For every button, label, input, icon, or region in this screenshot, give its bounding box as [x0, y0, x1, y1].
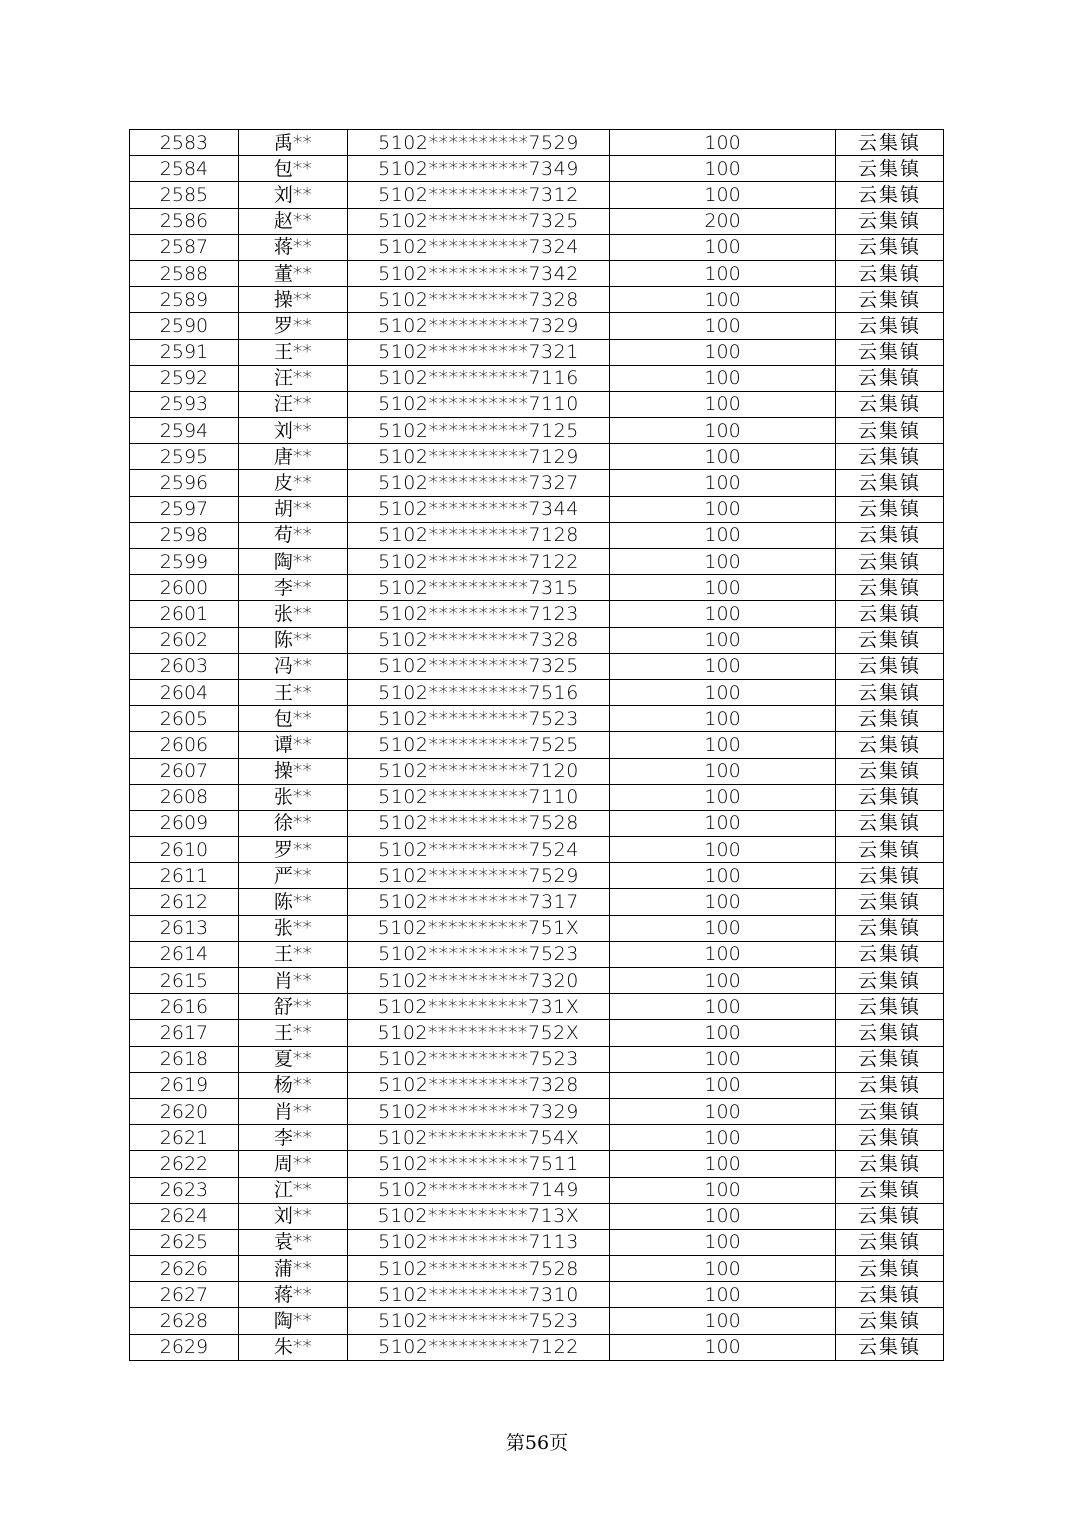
- name-cell: 操**: [238, 287, 347, 313]
- serial-cell: 2583: [130, 130, 239, 156]
- amount-cell: 100: [610, 627, 836, 653]
- name-cell: 陶**: [238, 549, 347, 575]
- name-cell: 刘**: [238, 182, 347, 208]
- table-row: [130, 706, 944, 732]
- name-cell: 陈**: [238, 627, 347, 653]
- id-number-cell: 5102**********713X: [347, 1203, 609, 1229]
- serial-cell: 2599: [130, 549, 239, 575]
- amount-cell: 100: [610, 418, 836, 444]
- serial-cell: 2601: [130, 601, 239, 627]
- table-row: [130, 522, 944, 548]
- amount-cell: 200: [610, 208, 836, 234]
- name-cell: 皮**: [238, 470, 347, 496]
- table-row: [130, 365, 944, 391]
- amount-cell: 100: [610, 365, 836, 391]
- serial-cell: 2609: [130, 810, 239, 836]
- town-cell: 云集镇: [836, 496, 944, 522]
- town-cell: 云集镇: [836, 1229, 944, 1255]
- amount-cell: 100: [610, 1256, 836, 1282]
- town-cell: 云集镇: [836, 1098, 944, 1124]
- amount-cell: 100: [610, 706, 836, 732]
- amount-cell: 100: [610, 1308, 836, 1334]
- id-number-cell: 5102**********7129: [347, 444, 609, 470]
- table-row: [130, 182, 944, 208]
- town-cell: 云集镇: [836, 444, 944, 470]
- town-cell: 云集镇: [836, 470, 944, 496]
- amount-cell: 100: [610, 1125, 836, 1151]
- serial-cell: 2613: [130, 915, 239, 941]
- name-cell: 杨**: [238, 1072, 347, 1098]
- amount-cell: 100: [610, 1098, 836, 1124]
- amount-cell: 100: [610, 1151, 836, 1177]
- serial-cell: 2620: [130, 1098, 239, 1124]
- name-cell: 朱**: [238, 1334, 347, 1360]
- id-number-cell: 5102**********7516: [347, 679, 609, 705]
- amount-cell: 100: [610, 1177, 836, 1203]
- table-row: [130, 1151, 944, 1177]
- name-cell: 汪**: [238, 365, 347, 391]
- table-row: [130, 1308, 944, 1334]
- serial-cell: 2596: [130, 470, 239, 496]
- serial-cell: 2605: [130, 706, 239, 732]
- serial-cell: 2627: [130, 1282, 239, 1308]
- id-number-cell: 5102**********7325: [347, 653, 609, 679]
- name-cell: 肖**: [238, 1098, 347, 1124]
- town-cell: 云集镇: [836, 941, 944, 967]
- town-cell: 云集镇: [836, 784, 944, 810]
- serial-cell: 2625: [130, 1229, 239, 1255]
- amount-cell: 100: [610, 313, 836, 339]
- serial-cell: 2610: [130, 837, 239, 863]
- id-number-cell: 5102**********7344: [347, 496, 609, 522]
- table-row: [130, 1072, 944, 1098]
- amount-cell: 100: [610, 444, 836, 470]
- serial-cell: 2584: [130, 156, 239, 182]
- table-row: [130, 156, 944, 182]
- serial-cell: 2586: [130, 208, 239, 234]
- name-cell: 蒋**: [238, 234, 347, 260]
- id-number-cell: 5102**********7312: [347, 182, 609, 208]
- id-number-cell: 5102**********7524: [347, 837, 609, 863]
- name-cell: 张**: [238, 784, 347, 810]
- name-cell: 包**: [238, 706, 347, 732]
- serial-cell: 2617: [130, 1020, 239, 1046]
- amount-cell: 100: [610, 1203, 836, 1229]
- town-cell: 云集镇: [836, 1203, 944, 1229]
- amount-cell: 100: [610, 679, 836, 705]
- id-number-cell: 5102**********7122: [347, 549, 609, 575]
- table-row: [130, 810, 944, 836]
- id-number-cell: 5102**********7310: [347, 1282, 609, 1308]
- record-table-body: [130, 130, 944, 1361]
- name-cell: 禹**: [238, 130, 347, 156]
- amount-cell: 100: [610, 156, 836, 182]
- name-cell: 陶**: [238, 1308, 347, 1334]
- name-cell: 操**: [238, 758, 347, 784]
- town-cell: 云集镇: [836, 313, 944, 339]
- amount-cell: 100: [610, 575, 836, 601]
- name-cell: 包**: [238, 156, 347, 182]
- id-number-cell: 5102**********7328: [347, 1072, 609, 1098]
- id-number-cell: 5102**********7528: [347, 810, 609, 836]
- name-cell: 袁**: [238, 1229, 347, 1255]
- id-number-cell: 5102**********7116: [347, 365, 609, 391]
- amount-cell: 100: [610, 1334, 836, 1360]
- town-cell: 云集镇: [836, 732, 944, 758]
- id-number-cell: 5102**********7529: [347, 130, 609, 156]
- town-cell: 云集镇: [836, 1020, 944, 1046]
- serial-cell: 2592: [130, 365, 239, 391]
- id-number-cell: 5102**********7320: [347, 968, 609, 994]
- table-row: [130, 889, 944, 915]
- serial-cell: 2603: [130, 653, 239, 679]
- table-row: [130, 313, 944, 339]
- table-row: [130, 863, 944, 889]
- table-row: [130, 470, 944, 496]
- town-cell: 云集镇: [836, 653, 944, 679]
- amount-cell: 100: [610, 130, 836, 156]
- name-cell: 苟**: [238, 522, 347, 548]
- table-row: [130, 130, 944, 156]
- table-row: [130, 968, 944, 994]
- table-row: [130, 1177, 944, 1203]
- name-cell: 罗**: [238, 837, 347, 863]
- town-cell: 云集镇: [836, 418, 944, 444]
- name-cell: 刘**: [238, 1203, 347, 1229]
- serial-cell: 2623: [130, 1177, 239, 1203]
- amount-cell: 100: [610, 994, 836, 1020]
- town-cell: 云集镇: [836, 575, 944, 601]
- town-cell: 云集镇: [836, 522, 944, 548]
- table-row: [130, 1256, 944, 1282]
- town-cell: 云集镇: [836, 1308, 944, 1334]
- name-cell: 王**: [238, 941, 347, 967]
- id-number-cell: 5102**********7149: [347, 1177, 609, 1203]
- id-number-cell: 5102**********7528: [347, 1256, 609, 1282]
- serial-cell: 2604: [130, 679, 239, 705]
- serial-cell: 2614: [130, 941, 239, 967]
- town-cell: 云集镇: [836, 391, 944, 417]
- table-row: [130, 732, 944, 758]
- id-number-cell: 5102**********7110: [347, 784, 609, 810]
- table-row: [130, 994, 944, 1020]
- town-cell: 云集镇: [836, 915, 944, 941]
- serial-cell: 2622: [130, 1151, 239, 1177]
- town-cell: 云集镇: [836, 810, 944, 836]
- amount-cell: 100: [610, 182, 836, 208]
- table-row: [130, 208, 944, 234]
- table-row: [130, 1334, 944, 1360]
- table-row: [130, 915, 944, 941]
- amount-cell: 100: [610, 732, 836, 758]
- table-row: [130, 234, 944, 260]
- name-cell: 李**: [238, 575, 347, 601]
- serial-cell: 2600: [130, 575, 239, 601]
- table-row: [130, 784, 944, 810]
- serial-cell: 2598: [130, 522, 239, 548]
- id-number-cell: 5102**********7329: [347, 313, 609, 339]
- id-number-cell: 5102**********7349: [347, 156, 609, 182]
- page-number: 第56页: [505, 1432, 569, 1454]
- town-cell: 云集镇: [836, 130, 944, 156]
- name-cell: 冯**: [238, 653, 347, 679]
- town-cell: 云集镇: [836, 208, 944, 234]
- amount-cell: 100: [610, 784, 836, 810]
- serial-cell: 2626: [130, 1256, 239, 1282]
- id-number-cell: 5102**********7523: [347, 706, 609, 732]
- id-number-cell: 5102**********7125: [347, 418, 609, 444]
- name-cell: 肖**: [238, 968, 347, 994]
- table-row: [130, 1282, 944, 1308]
- id-number-cell: 5102**********7328: [347, 287, 609, 313]
- serial-cell: 2602: [130, 627, 239, 653]
- id-number-cell: 5102**********7325: [347, 208, 609, 234]
- name-cell: 江**: [238, 1177, 347, 1203]
- serial-cell: 2629: [130, 1334, 239, 1360]
- name-cell: 蒲**: [238, 1256, 347, 1282]
- serial-cell: 2588: [130, 260, 239, 286]
- table-row: [130, 601, 944, 627]
- table-row: [130, 444, 944, 470]
- name-cell: 唐**: [238, 444, 347, 470]
- table-row: [130, 339, 944, 365]
- serial-cell: 2594: [130, 418, 239, 444]
- id-number-cell: 5102**********7525: [347, 732, 609, 758]
- table-row: [130, 653, 944, 679]
- town-cell: 云集镇: [836, 1046, 944, 1072]
- amount-cell: 100: [610, 470, 836, 496]
- table-row: [130, 287, 944, 313]
- amount-cell: 100: [610, 496, 836, 522]
- id-number-cell: 5102**********7128: [347, 522, 609, 548]
- town-cell: 云集镇: [836, 758, 944, 784]
- town-cell: 云集镇: [836, 706, 944, 732]
- id-number-cell: 5102**********7123: [347, 601, 609, 627]
- town-cell: 云集镇: [836, 994, 944, 1020]
- table-row: [130, 549, 944, 575]
- table-row: [130, 941, 944, 967]
- name-cell: 严**: [238, 863, 347, 889]
- id-number-cell: 5102**********7523: [347, 941, 609, 967]
- id-number-cell: 5102**********7523: [347, 1046, 609, 1072]
- serial-cell: 2618: [130, 1046, 239, 1072]
- town-cell: 云集镇: [836, 863, 944, 889]
- amount-cell: 100: [610, 863, 836, 889]
- town-cell: 云集镇: [836, 339, 944, 365]
- amount-cell: 100: [610, 968, 836, 994]
- town-cell: 云集镇: [836, 182, 944, 208]
- amount-cell: 100: [610, 837, 836, 863]
- table-row: [130, 1098, 944, 1124]
- amount-cell: 100: [610, 522, 836, 548]
- id-number-cell: 5102**********7321: [347, 339, 609, 365]
- id-number-cell: 5102**********7327: [347, 470, 609, 496]
- name-cell: 王**: [238, 679, 347, 705]
- amount-cell: 100: [610, 287, 836, 313]
- town-cell: 云集镇: [836, 1072, 944, 1098]
- table-row: [130, 1125, 944, 1151]
- table-row: [130, 627, 944, 653]
- serial-cell: 2612: [130, 889, 239, 915]
- name-cell: 陈**: [238, 889, 347, 915]
- serial-cell: 2595: [130, 444, 239, 470]
- table-row: [130, 1046, 944, 1072]
- record-table: [129, 129, 944, 1361]
- town-cell: 云集镇: [836, 1151, 944, 1177]
- serial-cell: 2606: [130, 732, 239, 758]
- serial-cell: 2615: [130, 968, 239, 994]
- town-cell: 云集镇: [836, 287, 944, 313]
- name-cell: 董**: [238, 260, 347, 286]
- serial-cell: 2624: [130, 1203, 239, 1229]
- amount-cell: 100: [610, 1282, 836, 1308]
- id-number-cell: 5102**********7120: [347, 758, 609, 784]
- serial-cell: 2616: [130, 994, 239, 1020]
- town-cell: 云集镇: [836, 1282, 944, 1308]
- amount-cell: 100: [610, 1072, 836, 1098]
- serial-cell: 2590: [130, 313, 239, 339]
- id-number-cell: 5102**********7122: [347, 1334, 609, 1360]
- id-number-cell: 5102**********7328: [347, 627, 609, 653]
- table-row: [130, 418, 944, 444]
- amount-cell: 100: [610, 810, 836, 836]
- id-number-cell: 5102**********7324: [347, 234, 609, 260]
- serial-cell: 2611: [130, 863, 239, 889]
- amount-cell: 100: [610, 391, 836, 417]
- amount-cell: 100: [610, 234, 836, 260]
- amount-cell: 100: [610, 1020, 836, 1046]
- amount-cell: 100: [610, 941, 836, 967]
- amount-cell: 100: [610, 915, 836, 941]
- id-number-cell: 5102**********7329: [347, 1098, 609, 1124]
- town-cell: 云集镇: [836, 156, 944, 182]
- table-row: [130, 260, 944, 286]
- serial-cell: 2585: [130, 182, 239, 208]
- id-number-cell: 5102**********731X: [347, 994, 609, 1020]
- id-number-cell: 5102**********7317: [347, 889, 609, 915]
- town-cell: 云集镇: [836, 1256, 944, 1282]
- id-number-cell: 5102**********7110: [347, 391, 609, 417]
- town-cell: 云集镇: [836, 549, 944, 575]
- table-row: [130, 679, 944, 705]
- town-cell: 云集镇: [836, 968, 944, 994]
- id-number-cell: 5102**********7511: [347, 1151, 609, 1177]
- name-cell: 李**: [238, 1125, 347, 1151]
- name-cell: 周**: [238, 1151, 347, 1177]
- amount-cell: 100: [610, 889, 836, 915]
- name-cell: 舒**: [238, 994, 347, 1020]
- serial-cell: 2619: [130, 1072, 239, 1098]
- town-cell: 云集镇: [836, 1177, 944, 1203]
- name-cell: 刘**: [238, 418, 347, 444]
- id-number-cell: 5102**********7523: [347, 1308, 609, 1334]
- table-row: [130, 837, 944, 863]
- name-cell: 蒋**: [238, 1282, 347, 1308]
- serial-cell: 2591: [130, 339, 239, 365]
- id-number-cell: 5102**********7113: [347, 1229, 609, 1255]
- id-number-cell: 5102**********7315: [347, 575, 609, 601]
- id-number-cell: 5102**********751X: [347, 915, 609, 941]
- name-cell: 汪**: [238, 391, 347, 417]
- amount-cell: 100: [610, 549, 836, 575]
- id-number-cell: 5102**********754X: [347, 1125, 609, 1151]
- amount-cell: 100: [610, 260, 836, 286]
- town-cell: 云集镇: [836, 889, 944, 915]
- table-row: [130, 391, 944, 417]
- serial-cell: 2587: [130, 234, 239, 260]
- table-row: [130, 1020, 944, 1046]
- table-row: [130, 1203, 944, 1229]
- serial-cell: 2607: [130, 758, 239, 784]
- town-cell: 云集镇: [836, 837, 944, 863]
- table-row: [130, 1229, 944, 1255]
- amount-cell: 100: [610, 1229, 836, 1255]
- amount-cell: 100: [610, 1046, 836, 1072]
- id-number-cell: 5102**********7529: [347, 863, 609, 889]
- table-row: [130, 496, 944, 522]
- town-cell: 云集镇: [836, 679, 944, 705]
- table-row: [130, 758, 944, 784]
- town-cell: 云集镇: [836, 234, 944, 260]
- name-cell: 胡**: [238, 496, 347, 522]
- town-cell: 云集镇: [836, 1334, 944, 1360]
- serial-cell: 2593: [130, 391, 239, 417]
- town-cell: 云集镇: [836, 260, 944, 286]
- serial-cell: 2597: [130, 496, 239, 522]
- name-cell: 赵**: [238, 208, 347, 234]
- amount-cell: 100: [610, 601, 836, 627]
- amount-cell: 100: [610, 758, 836, 784]
- name-cell: 罗**: [238, 313, 347, 339]
- town-cell: 云集镇: [836, 1125, 944, 1151]
- town-cell: 云集镇: [836, 365, 944, 391]
- id-number-cell: 5102**********7342: [347, 260, 609, 286]
- amount-cell: 100: [610, 653, 836, 679]
- amount-cell: 100: [610, 339, 836, 365]
- name-cell: 王**: [238, 339, 347, 365]
- serial-cell: 2621: [130, 1125, 239, 1151]
- name-cell: 王**: [238, 1020, 347, 1046]
- name-cell: 徐**: [238, 810, 347, 836]
- name-cell: 张**: [238, 915, 347, 941]
- serial-cell: 2628: [130, 1308, 239, 1334]
- table-row: [130, 575, 944, 601]
- town-cell: 云集镇: [836, 601, 944, 627]
- id-number-cell: 5102**********752X: [347, 1020, 609, 1046]
- town-cell: 云集镇: [836, 627, 944, 653]
- name-cell: 张**: [238, 601, 347, 627]
- serial-cell: 2589: [130, 287, 239, 313]
- name-cell: 夏**: [238, 1046, 347, 1072]
- serial-cell: 2608: [130, 784, 239, 810]
- name-cell: 谭**: [238, 732, 347, 758]
